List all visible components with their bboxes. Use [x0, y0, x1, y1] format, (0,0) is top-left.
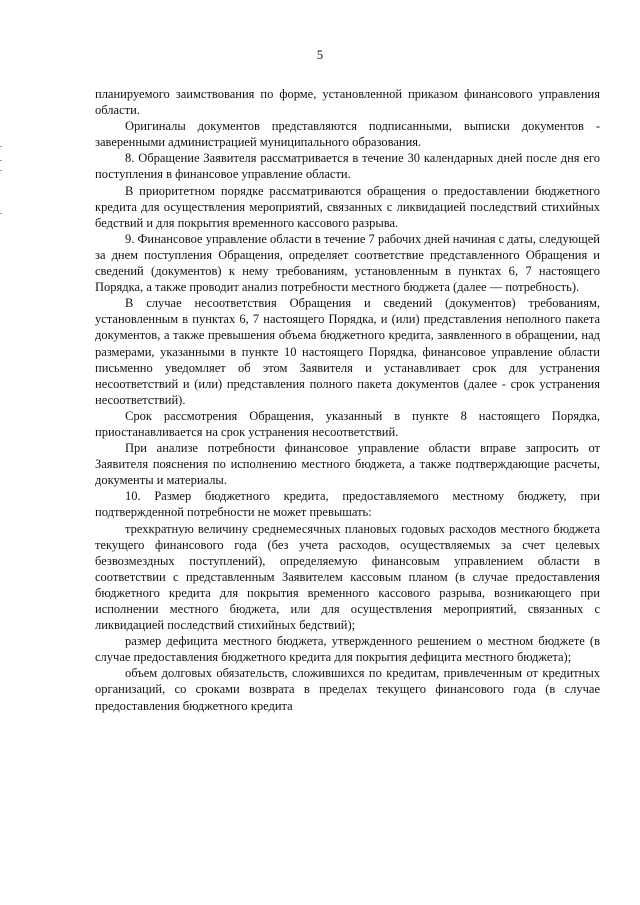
paragraph: В приоритетном порядке рассматриваются обращения о предоставлении бюджетного кредита для осуществления мероприятий, связанных с ликвидацией последствий стихийных бедствий и для покрытия временного кассового разрыва. — [95, 183, 600, 230]
paragraph: планируемого заимствования по форме, установленной приказом финансового управления области. — [95, 87, 600, 118]
paragraph: Срок рассмотрения Обращения, указанный в пункте 8 настоящего Порядка, приостанавливается на срок устранения несоответствий. — [95, 408, 600, 439]
page-number: 5 — [316, 48, 324, 62]
paragraph: При анализе потребности финансовое управление области вправе запросить от Заявителя пояснения по исполнению местного бюджета, а также подтверждающие расчеты, документы и материалы. — [95, 441, 600, 488]
scan-margin-mark — [0, 170, 2, 171]
paragraph: размер дефицита местного бюджета, утвержденного решением о местном бюджете (в случае предоставления бюджетного кредита для покрытия дефицита местного бюджета); — [95, 634, 600, 665]
paragraph: 9. Финансовое управление области в течение 7 рабочих дней начиная с даты, следующей за днем поступления Обращения, определяет соответствие представленного Обращения и сведений (документов) к нему требованиям, установленным в пунктах 6, 7 настоящего Порядка, а также проводит анализ потребности местного бюджета (далее — потребность). — [95, 231, 600, 295]
paragraph: объем долговых обязательств, сложившихся по кредитам, привлеченным от кредитных организаций, со сроками возврата в пределах текущего финансового года (в случае предоставления бюджетного кредита — [95, 666, 600, 713]
scan-margin-mark — [0, 160, 2, 161]
paragraph: Оригиналы документов представляются подписанными, выписки документов - заверенными администрацией муниципального образования. — [95, 119, 600, 150]
scan-margin-mark — [0, 213, 2, 214]
document-body — [95, 86, 600, 714]
paragraph: 8. Обращение Заявителя рассматривается в течение 30 календарных дней после дня его поступления в финансовое управление области. — [95, 151, 600, 182]
paragraph: 10. Размер бюджетного кредита, предоставляемого местному бюджету, при подтвержденной потребности не может превышать: — [95, 489, 600, 520]
paragraph: В случае несоответствия Обращения и сведений (документов) требованиям, установленным в пунктах 6, 7 настоящего Порядка, и (или) представления неполного пакета документов, а также превышения объема бюджетного кредита, заявленного в обращении, над размерами, указанными в пункте 10 настоящего Порядка, финансовое управление области письменно уведомляет об этом Заявителя и устанавливает срок для устранения несоответствий и (или) представления полного пакета документов (далее - срок устранения несоответствий). — [95, 296, 600, 407]
scan-margin-mark — [0, 146, 2, 147]
paragraph: трехкратную величину среднемесячных плановых годовых расходов местного бюджета текущего финансового года (без учета расходов, осуществляемых за счет целевых безвозмездных поступлений), определяемую финансовым управлением области в соответствии с представленным Заявителем кассовым планом (в случае предоставления бюджетного кредита для покрытия временного кассового разрыва, возникающего при исполнении местного бюджета, или для осуществления мероприятий, связанных с ликвидацией последствий стихийных бедствий); — [95, 521, 600, 633]
